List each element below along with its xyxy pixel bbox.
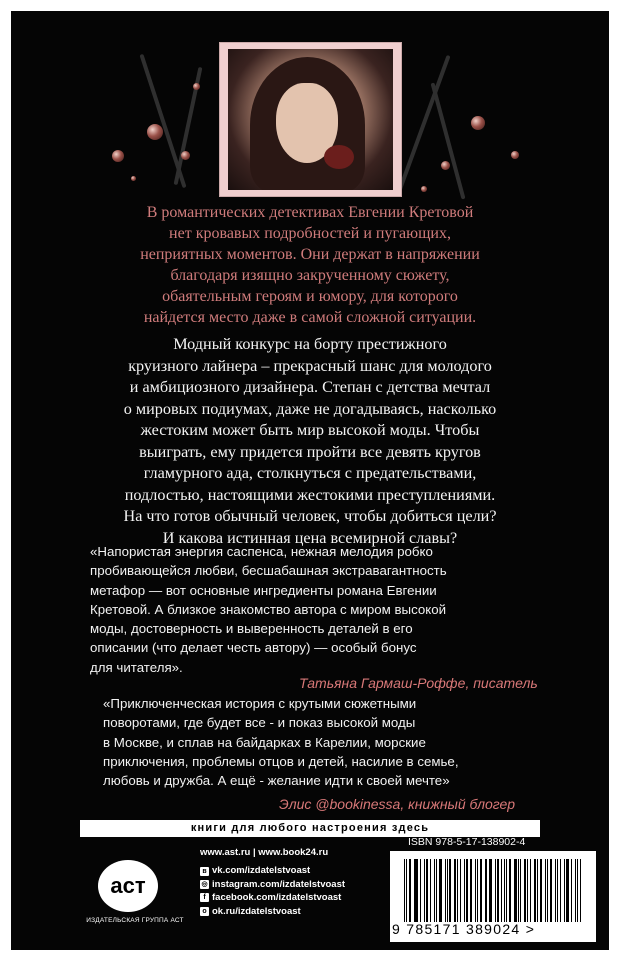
barcode-stripe xyxy=(555,859,556,922)
social-link-text: instagram.com/izdatelstvoast xyxy=(212,878,346,890)
barcode-stripe xyxy=(415,859,418,922)
decorative-bubble xyxy=(193,83,200,90)
barcode-stripe xyxy=(430,859,432,922)
barcode-stripe xyxy=(434,859,435,922)
barcode-stripe xyxy=(424,859,425,922)
quote-1-author: Татьяна Гармаш-Роффе, писатель xyxy=(299,675,538,691)
isbn-number: ISBN 978-5-17-138902-4 xyxy=(408,836,526,848)
barcode-digits: 9 785171 389024 > xyxy=(392,921,536,937)
barcode-stripe xyxy=(404,859,405,922)
barcode-stripe xyxy=(406,859,407,922)
quote-line: описании (что делает честь автору) — особый бонус xyxy=(90,640,417,656)
decorative-bubble xyxy=(181,151,190,160)
description-line: выиграть, ему придется пройти все девять кругов xyxy=(139,442,481,461)
websites-link[interactable]: www.ast.ru | www.book24.ru xyxy=(200,847,329,858)
barcode-stripe xyxy=(457,859,458,922)
barcode-stripe xyxy=(495,859,496,922)
facebook-icon: f xyxy=(200,893,209,902)
barcode-stripe xyxy=(550,859,552,922)
description-line: круизного лайнера – прекрасный шанс для молодого xyxy=(128,356,492,375)
intro-line: нет кровавых подробностей и пугающих, xyxy=(169,225,451,242)
barcode-stripe xyxy=(540,859,543,922)
rose-icon xyxy=(324,145,354,169)
barcode-stripe xyxy=(454,859,456,922)
barcode-stripe xyxy=(560,859,561,922)
barcode-stripe xyxy=(475,859,476,922)
description-line: о мировых подиумах, даже не догадываясь, насколько xyxy=(123,399,497,418)
publisher-logo: аст xyxy=(98,860,158,912)
quote-2-author: Элис @bookinessa, книжный блогер xyxy=(279,796,516,812)
barcode-stripe xyxy=(486,859,487,922)
barcode-stripe xyxy=(524,859,526,922)
barcode-stripe xyxy=(501,859,502,922)
intro-line: найдется место даже в самой сложной ситуации. xyxy=(143,309,477,326)
barcode-stripe xyxy=(445,859,446,922)
review-quote-1 xyxy=(90,542,550,677)
quote-line: в Москве, и сплав на байдарках в Карелии, морские xyxy=(103,734,426,750)
social-link-vk[interactable] xyxy=(200,864,345,877)
description-line: подлостью, настоящими жестокими преступлениями. xyxy=(124,485,496,504)
quote-line: «Приключенческая история с крутыми сюжетными xyxy=(103,696,417,711)
publisher-links xyxy=(200,846,345,918)
decorative-bubble xyxy=(471,116,485,130)
instagram-icon: ◎ xyxy=(201,880,208,888)
decorative-swirl xyxy=(431,83,466,200)
barcode-stripe xyxy=(439,859,442,922)
author-photo-frame xyxy=(219,42,402,197)
social-link-text: ok.ru/izdatelstvoast xyxy=(212,905,301,917)
social-link-text: facebook.com/izdatelstvoast xyxy=(212,892,342,904)
barcode-stripe xyxy=(489,859,492,922)
barcode-stripe xyxy=(436,859,437,922)
barcode-stripe xyxy=(497,859,499,922)
description-line: жестоким может быть мир высокой моды. Чтобы xyxy=(140,421,480,439)
odnoklassniki-icon: о xyxy=(200,907,209,916)
barcode-stripe xyxy=(527,859,528,922)
book-back-cover xyxy=(11,11,609,950)
description-line: Модный конкурс на борту престижного xyxy=(173,335,447,353)
quote-line: для читателя». xyxy=(90,659,183,675)
barcode-stripe xyxy=(575,859,577,922)
social-link-facebook[interactable] xyxy=(200,891,345,904)
barcode-stripe xyxy=(514,859,517,922)
barcode-stripe xyxy=(506,859,507,922)
barcode-stripe xyxy=(557,859,559,922)
intro-line: обаятельным героям и юмору, для которого xyxy=(162,288,458,305)
barcode-stripe xyxy=(504,859,505,922)
barcode-bars xyxy=(404,859,584,922)
barcode-stripe xyxy=(537,859,538,922)
barcode-stripe xyxy=(566,859,569,922)
barcode-stripe xyxy=(480,859,482,922)
decorative-bubble xyxy=(421,186,427,192)
barcode-stripe xyxy=(470,859,472,922)
social-link-instagram[interactable] xyxy=(200,878,345,891)
decorative-bubble xyxy=(511,151,519,159)
social-link-ok[interactable] xyxy=(200,905,345,918)
barcode-stripe xyxy=(545,859,546,922)
barcode-stripe xyxy=(447,859,448,922)
quote-line: моды, достоверность и выверенность деталей в его xyxy=(90,621,413,637)
author-photo xyxy=(228,49,393,190)
social-link-text: vk.com/izdatelstvoast xyxy=(212,865,311,877)
barcode-stripe xyxy=(466,859,469,922)
description-line: и амбициозного дизайнера. Степан с детства мечтал xyxy=(129,378,491,396)
barcode-stripe xyxy=(580,859,581,922)
intro-line: В романтических детективах Евгении Кретовой xyxy=(146,204,474,221)
quote-line: пробивающейся любви, бесшабашная экстравагантность xyxy=(90,563,447,579)
barcode-stripe xyxy=(449,859,451,922)
barcode-stripe xyxy=(485,859,486,922)
quote-line: метафор — вот основные ингредиенты романа Евгении xyxy=(90,582,437,598)
barcode xyxy=(390,851,596,942)
tagline-banner: книги для любого настроения здесь xyxy=(80,820,540,837)
description-line: На что готов обычный человек, чтобы добиться цели? xyxy=(123,507,497,525)
decorative-bubble xyxy=(147,124,163,140)
decorative-bubble xyxy=(441,161,450,170)
intro-line: благодаря изящно закрученному сюжету, xyxy=(170,267,450,284)
barcode-stripe xyxy=(477,859,478,922)
quote-line: «Напористая энергия саспенса, нежная мелодия робко xyxy=(90,544,433,559)
publisher-name: ИЗДАТЕЛЬСКАЯ ГРУППА АСТ xyxy=(86,917,184,924)
barcode-stripe xyxy=(518,859,519,922)
quote-line: Кретовой. А близкое знакомство автора с миром высокой xyxy=(90,601,447,617)
barcode-stripe xyxy=(409,859,411,922)
description-text xyxy=(60,334,560,549)
quote-line: приключения, проблемы отцов и детей, насилие в семье, xyxy=(103,753,459,769)
decorative-bubble xyxy=(131,176,136,181)
barcode-stripe xyxy=(464,859,465,922)
quote-line: любовь и дружба. А ещё - желание идти к своей мечте» xyxy=(103,773,450,789)
barcode-stripe xyxy=(571,859,572,922)
barcode-stripe xyxy=(577,859,578,922)
barcode-stripe xyxy=(534,859,536,922)
barcode-stripe xyxy=(420,859,421,922)
barcode-stripe xyxy=(460,859,461,922)
barcode-stripe xyxy=(426,859,428,922)
barcode-stripe xyxy=(564,859,565,922)
barcode-stripe xyxy=(414,859,415,922)
quote-line: поворотами, где будет все - и показ высокой моды xyxy=(103,715,416,731)
intro-text xyxy=(120,202,500,328)
review-quote-2 xyxy=(103,694,563,790)
barcode-stripe xyxy=(509,859,511,922)
intro-line: неприятных моментов. Они держат в напряжении xyxy=(140,246,480,263)
vk-icon: в xyxy=(200,867,209,876)
barcode-stripe xyxy=(520,859,521,922)
description-line: И какова истинная цена всемирной славы? xyxy=(162,528,458,547)
barcode-stripe xyxy=(547,859,548,922)
barcode-stripe xyxy=(530,859,531,922)
description-line: гламурного ада, столкнуться с предательствами, xyxy=(143,464,477,482)
decorative-bubble xyxy=(112,150,124,162)
